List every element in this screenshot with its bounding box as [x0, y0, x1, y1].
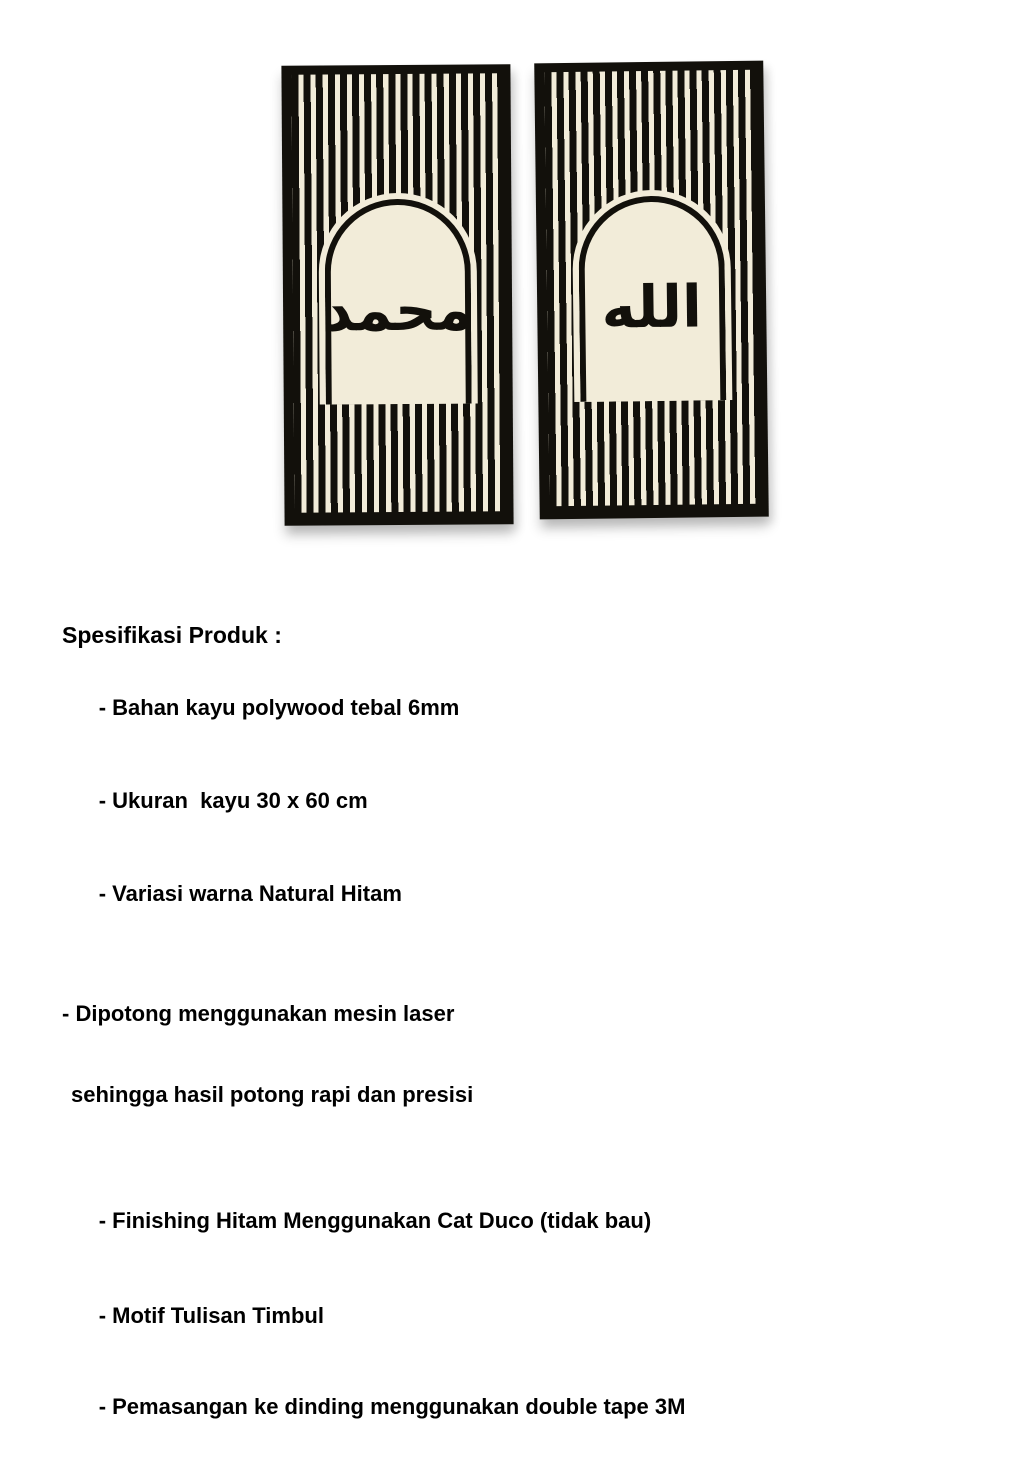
spec-item-text: - Variasi warna Natural Hitam	[98, 881, 402, 906]
arch-window-halo	[571, 189, 732, 402]
spec-item-finishing	[62, 1180, 685, 1261]
spec-item-text: - Motif Tulisan Timbul	[98, 1303, 324, 1328]
arch-window	[324, 198, 471, 404]
spec-item-motif	[62, 1275, 685, 1356]
spec-item-text: - Bahan kayu polywood tebal 6mm	[98, 695, 460, 720]
spec-item-material	[62, 667, 685, 748]
spec-item-text: - Dipotong menggunakan mesin laser	[62, 1001, 455, 1026]
spec-item-mounting	[62, 1366, 685, 1447]
wall-panel-allah	[534, 61, 769, 520]
spec-item-color-variant	[62, 853, 685, 934]
spec-item-laser-cut	[62, 946, 685, 1162]
calligraphy-allah: الله	[601, 271, 703, 342]
arch-window	[577, 195, 725, 402]
arch-window-halo	[318, 192, 477, 404]
specs-title: Spesifikasi Produk :	[62, 622, 282, 648]
spec-item-size	[62, 760, 685, 841]
spec-item-text-line2: sehingga hasil potong rapi dan presisi	[71, 1082, 474, 1107]
product-specifications	[62, 622, 685, 1459]
wall-panel-muhammad	[281, 64, 513, 526]
spec-item-text: - Finishing Hitam Menggunakan Cat Duco (tidak bau)	[98, 1208, 652, 1233]
spec-item-text: - Ukuran kayu 30 x 60 cm	[98, 788, 368, 813]
calligraphy-muhammad: محمد	[322, 274, 473, 345]
spec-item-text: - Pemasangan ke dinding menggunakan double tape 3M	[98, 1394, 686, 1419]
